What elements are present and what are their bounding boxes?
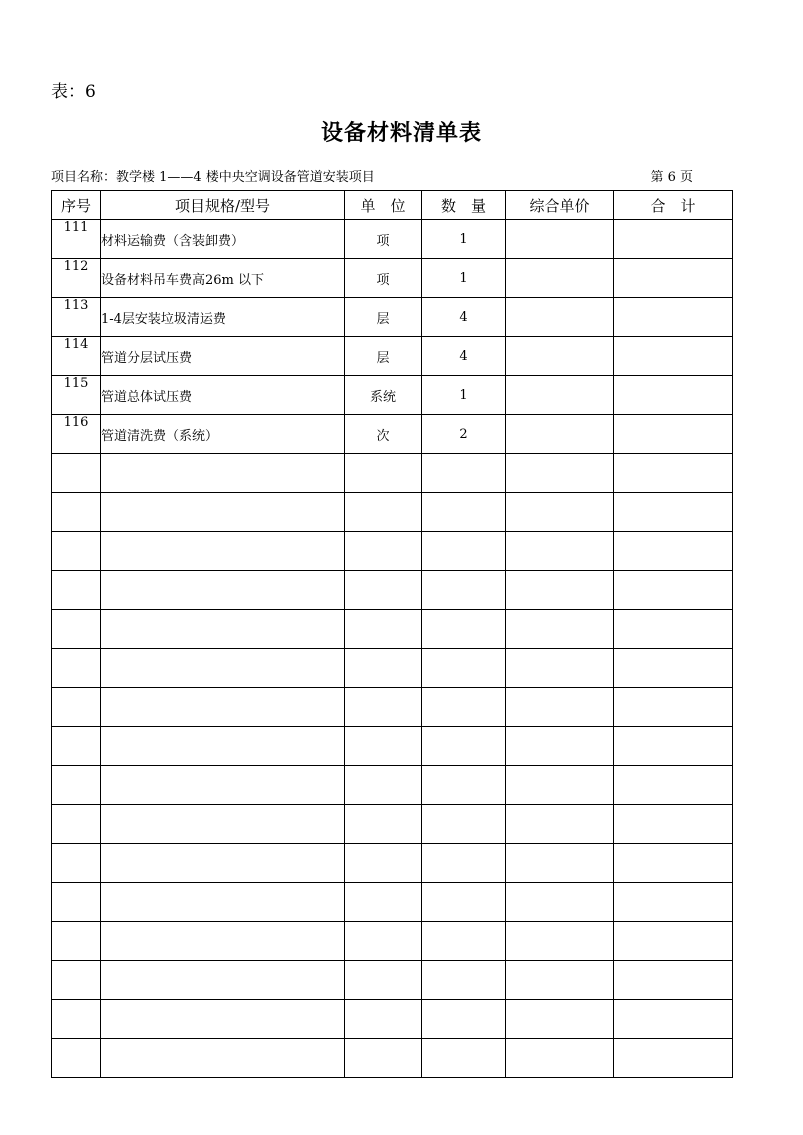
unit-price-cell [506,532,614,571]
item-spec-cell: 1-4层安装垃圾清运费 [101,298,345,337]
table-row [52,571,733,610]
line-total-cell [614,1000,733,1039]
line-total-cell [614,493,733,532]
table-row [52,922,733,961]
line-total-cell [614,688,733,727]
table-body [52,220,733,1078]
item-unit-cell [345,649,422,688]
table-row [52,961,733,1000]
row-number-cell [52,688,101,727]
line-total-cell [614,766,733,805]
unit-price-cell [506,1000,614,1039]
item-spec-cell [101,922,345,961]
item-unit-cell [345,961,422,1000]
line-total-cell [614,571,733,610]
line-total-cell [614,844,733,883]
item-unit-cell [345,766,422,805]
row-number-cell [52,1000,101,1039]
table-row [52,376,733,415]
table-row [52,688,733,727]
line-total-cell [614,1039,733,1078]
item-quantity-cell [422,610,506,649]
item-quantity-cell: 1 [422,376,506,415]
item-unit-cell [345,454,422,493]
item-spec-cell [101,649,345,688]
table-row [52,883,733,922]
item-spec-cell [101,610,345,649]
table-row [52,805,733,844]
unit-price-cell [506,688,614,727]
item-unit-cell: 层 [345,337,422,376]
unit-price-cell [506,571,614,610]
item-spec-cell [101,844,345,883]
column-header: 序号 [52,191,101,220]
item-unit-cell: 项 [345,220,422,259]
item-quantity-cell: 1 [422,259,506,298]
item-spec-cell [101,1000,345,1039]
item-spec-cell [101,883,345,922]
row-number-cell: 111 [52,220,101,259]
row-number-cell [52,805,101,844]
item-quantity-cell [422,454,506,493]
table-row [52,727,733,766]
item-spec-cell [101,688,345,727]
item-quantity-cell [422,1039,506,1078]
item-spec-cell [101,454,345,493]
table-row [52,259,733,298]
item-quantity-cell: 4 [422,337,506,376]
item-unit-cell [345,571,422,610]
column-header: 项目规格/型号 [101,191,345,220]
item-quantity-cell: 2 [422,415,506,454]
item-quantity-cell [422,766,506,805]
item-quantity-cell [422,922,506,961]
table-row [52,649,733,688]
row-number-cell: 113 [52,298,101,337]
line-total-cell [614,337,733,376]
table-row [52,415,733,454]
item-quantity-cell [422,844,506,883]
line-total-cell [614,259,733,298]
line-total-cell [614,805,733,844]
unit-price-cell [506,727,614,766]
line-total-cell [614,532,733,571]
item-unit-cell [345,688,422,727]
column-header: 单 位 [345,191,422,220]
item-unit-cell: 层 [345,298,422,337]
unit-price-cell [506,922,614,961]
table-row [52,1000,733,1039]
item-spec-cell [101,961,345,1000]
table-row [52,337,733,376]
item-unit-cell: 系统 [345,376,422,415]
line-total-cell [614,610,733,649]
item-unit-cell [345,805,422,844]
row-number-cell: 116 [52,415,101,454]
item-spec-cell [101,532,345,571]
item-unit-cell [345,1039,422,1078]
column-header: 综合单价 [506,191,614,220]
table-row [52,766,733,805]
table-row [52,532,733,571]
item-quantity-cell [422,883,506,922]
row-number-cell [52,532,101,571]
line-total-cell [614,220,733,259]
row-number-cell [52,649,101,688]
unit-price-cell [506,415,614,454]
item-unit-cell [345,1000,422,1039]
item-quantity-cell [422,493,506,532]
unit-price-cell [506,883,614,922]
row-number-cell: 114 [52,337,101,376]
row-number-cell [52,610,101,649]
line-total-cell [614,454,733,493]
item-quantity-cell [422,649,506,688]
table-row [52,454,733,493]
item-spec-cell: 设备材料吊车费高26m 以下 [101,259,345,298]
item-spec-cell: 管道清洗费（系统） [101,415,345,454]
item-spec-cell [101,571,345,610]
materials-table [51,190,733,1078]
table-header-row [52,191,733,220]
line-total-cell [614,415,733,454]
table-row [52,844,733,883]
item-quantity-cell [422,1000,506,1039]
item-unit-cell [345,532,422,571]
item-unit-cell [345,883,422,922]
unit-price-cell [506,259,614,298]
row-number-cell [52,454,101,493]
line-total-cell [614,376,733,415]
item-spec-cell: 材料运输费（含装卸费） [101,220,345,259]
table-row [52,493,733,532]
item-unit-cell: 项 [345,259,422,298]
line-total-cell [614,961,733,1000]
item-unit-cell: 次 [345,415,422,454]
project-name: 项目名称：教学楼 1——4 楼中央空调设备管道安装项目 [51,170,375,185]
row-number-cell [52,571,101,610]
unit-price-cell [506,376,614,415]
table-row [52,220,733,259]
row-number-cell [52,727,101,766]
unit-price-cell [506,766,614,805]
item-spec-cell [101,805,345,844]
unit-price-cell [506,844,614,883]
item-unit-cell [345,727,422,766]
row-number-cell [52,844,101,883]
unit-price-cell [506,649,614,688]
item-quantity-cell: 1 [422,220,506,259]
item-quantity-cell [422,961,506,1000]
row-number-cell [52,1039,101,1078]
line-total-cell [614,727,733,766]
table-row [52,610,733,649]
row-number-cell [52,961,101,1000]
item-spec-cell [101,766,345,805]
row-number-cell [52,922,101,961]
item-unit-cell [345,610,422,649]
page-number: 第 6 页 [650,170,693,185]
item-quantity-cell [422,532,506,571]
document-title: 设备材料清单表 [320,121,482,146]
item-quantity-cell: 4 [422,298,506,337]
row-number-cell: 115 [52,376,101,415]
item-spec-cell [101,727,345,766]
item-quantity-cell [422,571,506,610]
unit-price-cell [506,610,614,649]
line-total-cell [614,922,733,961]
line-total-cell [614,649,733,688]
table-row [52,1039,733,1078]
unit-price-cell [506,1039,614,1078]
unit-price-cell [506,493,614,532]
unit-price-cell [506,337,614,376]
item-unit-cell [345,922,422,961]
unit-price-cell [506,961,614,1000]
column-header: 数 量 [422,191,506,220]
unit-price-cell [506,454,614,493]
row-number-cell [52,493,101,532]
line-total-cell [614,883,733,922]
row-number-cell [52,766,101,805]
item-unit-cell [345,493,422,532]
item-spec-cell [101,1039,345,1078]
unit-price-cell [506,220,614,259]
column-header: 合 计 [614,191,733,220]
item-spec-cell: 管道分层试压费 [101,337,345,376]
unit-price-cell [506,805,614,844]
row-number-cell: 112 [52,259,101,298]
line-total-cell [614,298,733,337]
project-meta [51,166,731,185]
item-quantity-cell [422,805,506,844]
item-quantity-cell [422,688,506,727]
item-spec-cell: 管道总体试压费 [101,376,345,415]
item-spec-cell [101,493,345,532]
item-unit-cell [345,844,422,883]
unit-price-cell [506,298,614,337]
row-number-cell [52,883,101,922]
item-quantity-cell [422,727,506,766]
table-row [52,298,733,337]
table-number: 表：6 [51,82,96,102]
